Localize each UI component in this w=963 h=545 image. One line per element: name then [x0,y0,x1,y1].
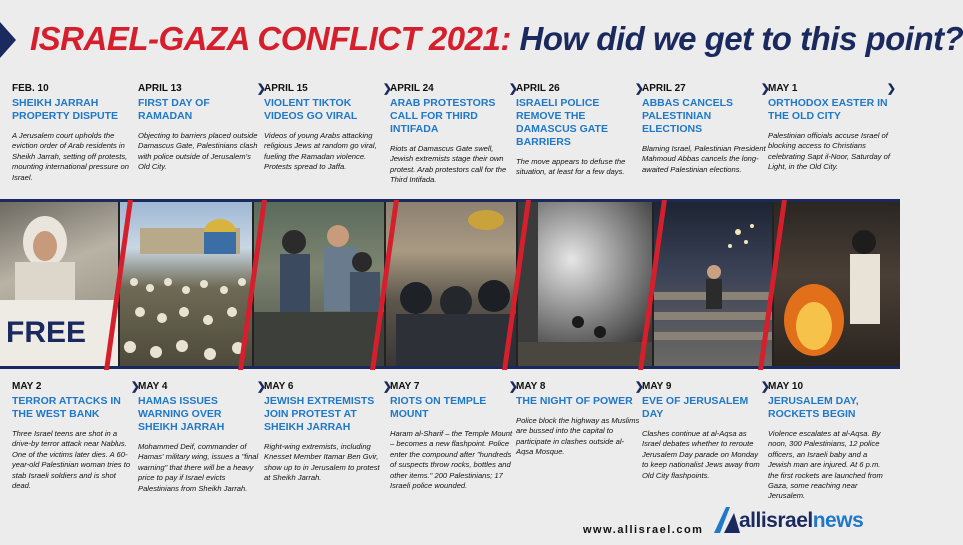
event-body: Police block the highway as Muslims are bussed into the capital to participate in clashes outside al-Aqsa Mosque. [516,416,640,457]
chevron-right-icon: ❯ [256,82,266,95]
event-heading: ORTHODOX EASTER IN THE OLD CITY [768,97,888,122]
event-date: FEB. 10 [12,82,49,94]
event-may1 [768,82,896,173]
chevron-right-icon: ❯ [886,82,896,95]
event-body: Videos of young Arabs attacking religious Jews at random go viral, fueling the Ramadan violence. Protests spread to Jaffa. [264,131,377,172]
event-heading: TERROR ATTACKS IN THE WEST BANK [12,395,121,420]
chevron-right-icon: ❯ [382,380,392,393]
event-date: MAY 6 ❯ [264,380,392,393]
event-heading: ABBAS CANCELS PALESTINIAN ELECTIONS [642,97,734,135]
event-apr26 [516,82,644,178]
event-heading: VIOLENT TIKTOK VIDEOS GO VIRAL [264,97,358,122]
event-heading: FIRST DAY OF RAMADAN [138,97,210,122]
event-date: APRIL 27 ❯ [642,82,770,95]
event-may6 [264,380,392,484]
event-may8 [516,380,644,458]
chevron-right-icon: ❯ [256,380,266,393]
arrow-icon [0,22,16,58]
event-heading: SHEIKH JARRAH PROPERTY DISPUTE [12,97,118,122]
event-date: APRIL 15 ❯ [264,82,392,95]
brand-logo[interactable] [712,503,892,537]
chevron-right-icon: ❯ [760,82,770,95]
event-date: MAY 10 [768,380,804,392]
event-body: Violence escalates at al-Aqsa. By noon, 300 Palestinians, 12 police officers, an Israeli baby and a Jewish man are injured. At 6 p.m. the first rockets are launched from Gaza, some reaching near Jerusalem. [768,429,883,501]
sign-text: FREE [6,316,87,349]
event-apr13 [138,82,266,173]
photo-fire-protest [774,202,900,366]
event-may7 [390,380,518,491]
photo-protest-sign [0,202,118,366]
photo-prayer-crowd [120,202,252,366]
event-heading: EVE OF JERUSALEM DAY [642,395,749,420]
event-date: MAY 1 ❯ [768,82,896,95]
chevron-right-icon: ❯ [382,82,392,95]
photo-tear-gas [518,202,652,366]
event-heading: HAMAS ISSUES WARNING OVER SHEIKH JARRAH [138,395,225,433]
event-body: Mohammed Deif, commander of Hamas' military wing, issues a "final warning" that there will be a heavy price to pay if Israel evicts Palestinians from Sheikh Jarrah. [138,442,259,493]
footer-url[interactable]: www.allisrael.com [583,524,704,536]
event-heading: ISRAELI POLICE REMOVE THE DAMASCUS GATE BARRIERS [516,97,608,148]
title-main: ISRAEL-GAZA CONFLICT 2021: [30,20,511,57]
event-body: Palestinian officials accuse Israel of blocking access to Christians celebrating Sapt il-Noor, Saturday of Light, in the Old City. [768,131,890,172]
event-heading: ARAB PROTESTORS CALL FOR THIRD INTIFADA [390,97,496,135]
event-heading: THE NIGHT OF POWER [516,395,633,407]
photo-police-scuffle [254,202,384,366]
event-body: The move appears to defuse the situation, at least for a few days. [516,157,626,177]
event-may4 [138,380,266,494]
event-body: Clashes continue at al-Aqsa as Israel debates whether to reroute Jerusalem Day parade on Monday to keep nationalist Jews away from Old City flashpoints. [642,429,760,480]
event-may10 [768,380,892,502]
title-sub: How did we get to this point? [519,20,963,57]
event-body: Right-wing extremists, including Knesset Member Itamar Ben Gvir, show up to in Jerusalem to protest at Sheikh Jarrah. [264,442,380,483]
event-date: MAY 7 ❯ [390,380,518,393]
event-date: APRIL 26 ❯ [516,82,644,95]
chevron-right-icon: ❯ [508,82,518,95]
event-date: APRIL 13 ❯ [138,82,266,95]
event-body: Haram al-Sharif – the Temple Mount – becomes a new flashpoint. Police enter the compound after "hundreds of suspects throw rocks, bottles and other items." 200 Palestinians; 17 Israeli police wounded. [390,429,513,491]
event-date: MAY 9 ❯ [642,380,770,393]
event-apr27 [642,82,770,175]
event-apr24 [390,82,518,186]
event-date: APRIL 24 ❯ [390,82,518,95]
event-heading: RIOTS ON TEMPLE MOUNT [390,395,487,420]
event-may2 [12,380,140,491]
event-body: A Jerusalem court upholds the eviction order of Arab residents in Sheikh Jarrah, setting off protests, mounting international pressure on Israel. [12,131,129,182]
event-body: Three Israel teens are shot in a drive-by terror attack near Nablus. One of the victims later dies. A 60-year-old Palestinian woman tries to stab Israeli soldiers and is shot dead. [12,429,131,491]
title-bar [0,0,963,78]
chevron-right-icon: ❯ [130,380,140,393]
event-date: MAY 4 ❯ [138,380,266,393]
photo-steps-clash [654,202,772,366]
chevron-right-icon: ❯ [508,380,518,393]
logo-text: allisraelnews [739,509,864,532]
event-apr15 [264,82,392,173]
page-title [30,20,963,58]
event-date: MAY 8 ❯ [516,380,644,393]
event-date: MAY 2 ❯ [12,380,140,393]
photo-strip [0,199,900,369]
event-feb10 [12,82,136,183]
photo-riot-police [386,202,516,366]
chevron-right-icon: ❯ [634,82,644,95]
event-body: Riots at Damascus Gate swell, Jewish extremists stage their own protest. Arab protestors call for the Third Intifada. [390,144,507,185]
event-heading: JEWISH EXTREMISTS JOIN PROTEST AT SHEIKH JARRAH [264,395,375,433]
logo-mark-icon [712,503,742,537]
event-body: Blaming Israel, Palestinian President Mahmoud Abbas cancels the long-awaited Palestinian elections. [642,144,766,174]
event-heading: JERUSALEM DAY, ROCKETS BEGIN [768,395,859,420]
chevron-right-icon: ❯ [634,380,644,393]
event-body: Objecting to barriers placed outside Damascus Gate, Palestinians clash with police outside of Jerusalem's Old City. [138,131,258,172]
chevron-right-icon: ❯ [760,380,770,393]
event-may9 [642,380,770,481]
